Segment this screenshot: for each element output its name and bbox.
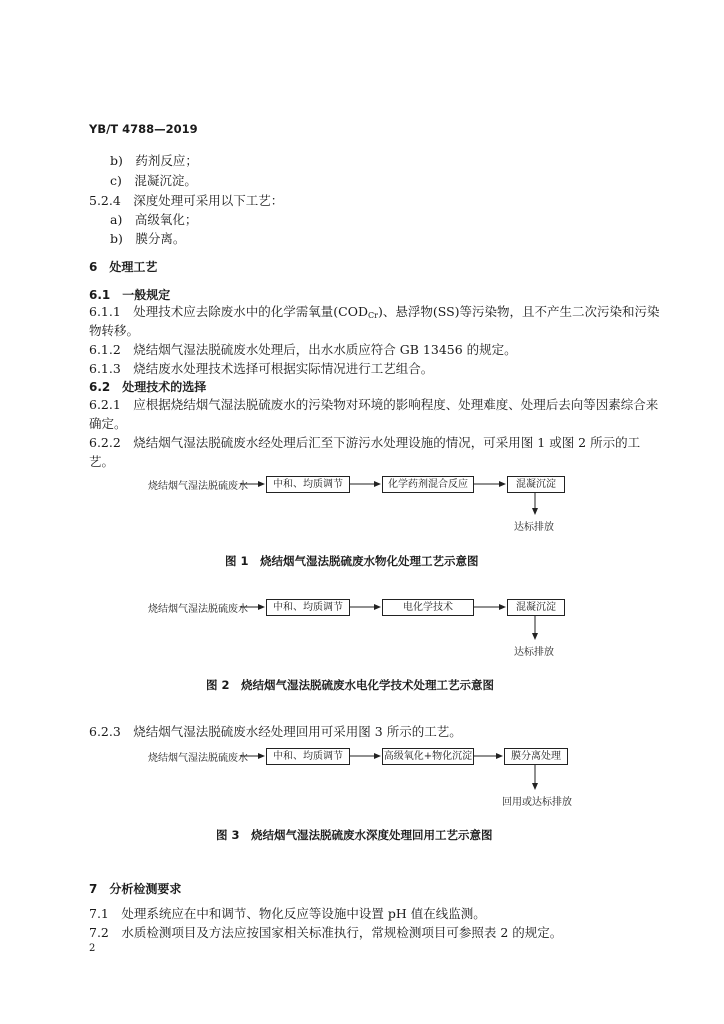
fig1-box-chem-reaction: 化学药剂混合反应 — [382, 476, 474, 493]
clause-6-2-1: 6.2.1 应根据烧结烟气湿法脱硫废水的污染物对环境的影响程度、处理难度、处理后去向等因素综合来 — [89, 397, 659, 412]
list-item-b2: b) 膜分离。 — [110, 231, 186, 246]
clause-6-1-heading: 6.1 一般规定 — [89, 288, 171, 302]
fig3-box-oxidation: 高级氧化+物化沉淀 — [382, 748, 474, 765]
fig2-box-neutralize: 中和、均质调节 — [266, 599, 350, 616]
clause-6-2-1-cont: 确定。 — [89, 416, 127, 431]
page-number: 2 — [89, 943, 96, 954]
clause-7-1: 7.1 处理系统应在中和调节、物化反应等设施中设置 pH 值在线监测。 — [89, 906, 486, 921]
section-6-heading: 6 处理工艺 — [89, 260, 158, 274]
clause-6-1-1-text-b: )、悬浮物(SS)等污染物，且不产生二次污染和污染 — [377, 304, 660, 319]
list-item-c: c) 混凝沉淀。 — [110, 173, 197, 188]
fig1-input-label: 烧结烟气湿法脱硫废水 — [148, 481, 248, 492]
clause-6-2-3: 6.2.3 烧结烟气湿法脱硫废水经处理回用可采用图 3 所示的工艺。 — [89, 724, 462, 739]
fig1-caption: 图 1 烧结烟气湿法脱硫废水物化处理工艺示意图 — [225, 554, 479, 568]
list-item-a: a) 高级氧化； — [110, 212, 198, 227]
clause-6-2-heading: 6.2 处理技术的选择 — [89, 380, 207, 394]
section-7-heading: 7 分析检测要求 — [89, 882, 182, 896]
fig1-box-coagulation: 混凝沉淀 — [507, 476, 565, 493]
clause-6-1-1-cont: 物转移。 — [89, 323, 140, 338]
fig1-box-neutralize: 中和、均质调节 — [266, 476, 350, 493]
clause-6-1-2: 6.1.2 烧结烟气湿法脱硫废水处理后，出水水质应符合 GB 13456 的规定。 — [89, 342, 517, 357]
fig2-output-label: 达标排放 — [514, 647, 554, 658]
clause-6-2-2: 6.2.2 烧结烟气湿法脱硫废水经处理后汇至下游污水处理设施的情况，可采用图 1 或图 2 所示的工 — [89, 435, 641, 450]
fig2-input-label: 烧结烟气湿法脱硫废水 — [148, 604, 248, 615]
clause-6-2-2-cont: 艺。 — [89, 454, 115, 469]
clause-6-1-1-text-a: 6.1.1 处理技术应去除废水中的化学需氧量(COD — [89, 304, 369, 319]
fig3-box-membrane: 膜分离处理 — [504, 748, 568, 765]
fig2-box-coagulation: 混凝沉淀 — [507, 599, 565, 616]
fig2-box-electrochem: 电化学技术 — [382, 599, 474, 616]
cod-subscript: Cr — [368, 311, 378, 320]
fig3-input-label: 烧结烟气湿法脱硫废水 — [148, 753, 248, 764]
fig3-output-label: 回用或达标排放 — [502, 797, 572, 808]
fig3-box-neutralize: 中和、均质调节 — [266, 748, 350, 765]
fig2-caption: 图 2 烧结烟气湿法脱硫废水电化学技术处理工艺示意图 — [206, 678, 495, 692]
fig1-output-label: 达标排放 — [514, 522, 554, 533]
list-item-b: b) 药剂反应； — [110, 153, 198, 168]
clause-6-1-3: 6.1.3 烧结废水处理技术选择可根据实际情况进行工艺组合。 — [89, 361, 434, 376]
clause-7-2: 7.2 水质检测项目及方法应按国家相关标准执行，常规检测项目可参照表 2 的规定。 — [89, 925, 563, 940]
standard-number: YB/T 4788—2019 — [89, 122, 198, 136]
clause-5-2-4: 5.2.4 深度处理可采用以下工艺： — [89, 193, 284, 208]
fig3-caption: 图 3 烧结烟气湿法脱硫废水深度处理回用工艺示意图 — [216, 828, 493, 842]
